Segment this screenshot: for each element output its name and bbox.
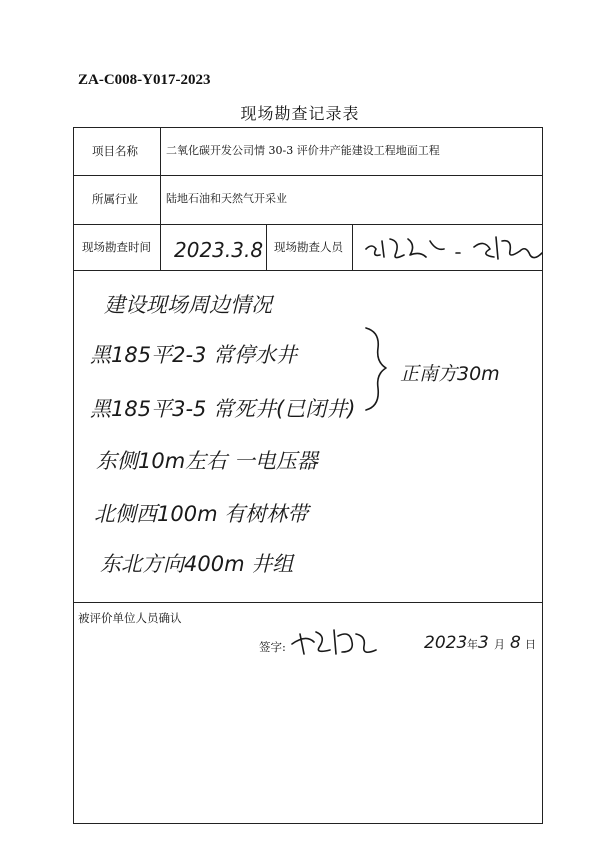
date-day-suffix: 日 (525, 638, 536, 651)
column-divider (352, 224, 353, 270)
project-label: 项目名称 (92, 144, 138, 158)
column-divider (160, 175, 161, 224)
column-divider (160, 128, 161, 175)
column-divider (266, 224, 267, 270)
date-month-suffix: 月 (494, 638, 505, 651)
record-line-6: 东北方向400m 井组 (100, 552, 294, 576)
signature-label: 签字: (259, 640, 286, 654)
record-line-3: 黑185平3-5 常死井(已闭井) (90, 397, 356, 421)
record-line-4: 东侧10m左右 一电压器 (96, 449, 318, 473)
date-month: 3 (478, 633, 489, 653)
document-title: 现场勘查记录表 (240, 104, 360, 123)
industry-value: 陆地石油和天然气开采业 (166, 192, 287, 205)
surveyor-signature (356, 227, 546, 267)
record-area (74, 270, 542, 603)
project-value: 二氧化碳开发公司情 30-3 评价井产能建设工程地面工程 (166, 144, 440, 157)
confirmation-label: 被评价单位人员确认 (78, 611, 182, 625)
document-code: ZA-C008-Y017-2023 (78, 72, 211, 88)
surveyor-label: 现场勘查人员 (274, 240, 343, 254)
project-row (74, 128, 542, 176)
date-year-suffix: 年 (467, 638, 478, 651)
survey-time-handwriting (162, 227, 266, 267)
record-brace (366, 328, 386, 410)
record-handwriting (74, 270, 544, 600)
date-year: 2023 (424, 633, 468, 653)
survey-record-form (73, 127, 543, 824)
record-side-note: 正南方30m (400, 363, 500, 385)
date-day: 8 (510, 633, 521, 653)
record-line-5: 北侧西100m 有树林带 (94, 502, 309, 526)
industry-row (74, 175, 542, 225)
confirmation-area (74, 602, 542, 823)
record-line-1: 建设现场周边情况 (104, 293, 272, 317)
survey-time-label: 现场勘查时间 (82, 240, 151, 254)
survey-time-value: 2023.3.8 (174, 238, 264, 262)
column-divider (160, 224, 161, 270)
survey-time-row (74, 224, 542, 271)
record-line-2: 黑185平2-3 常停水井 (90, 343, 298, 367)
industry-label: 所属行业 (92, 192, 138, 206)
confirmation-date (372, 622, 542, 662)
